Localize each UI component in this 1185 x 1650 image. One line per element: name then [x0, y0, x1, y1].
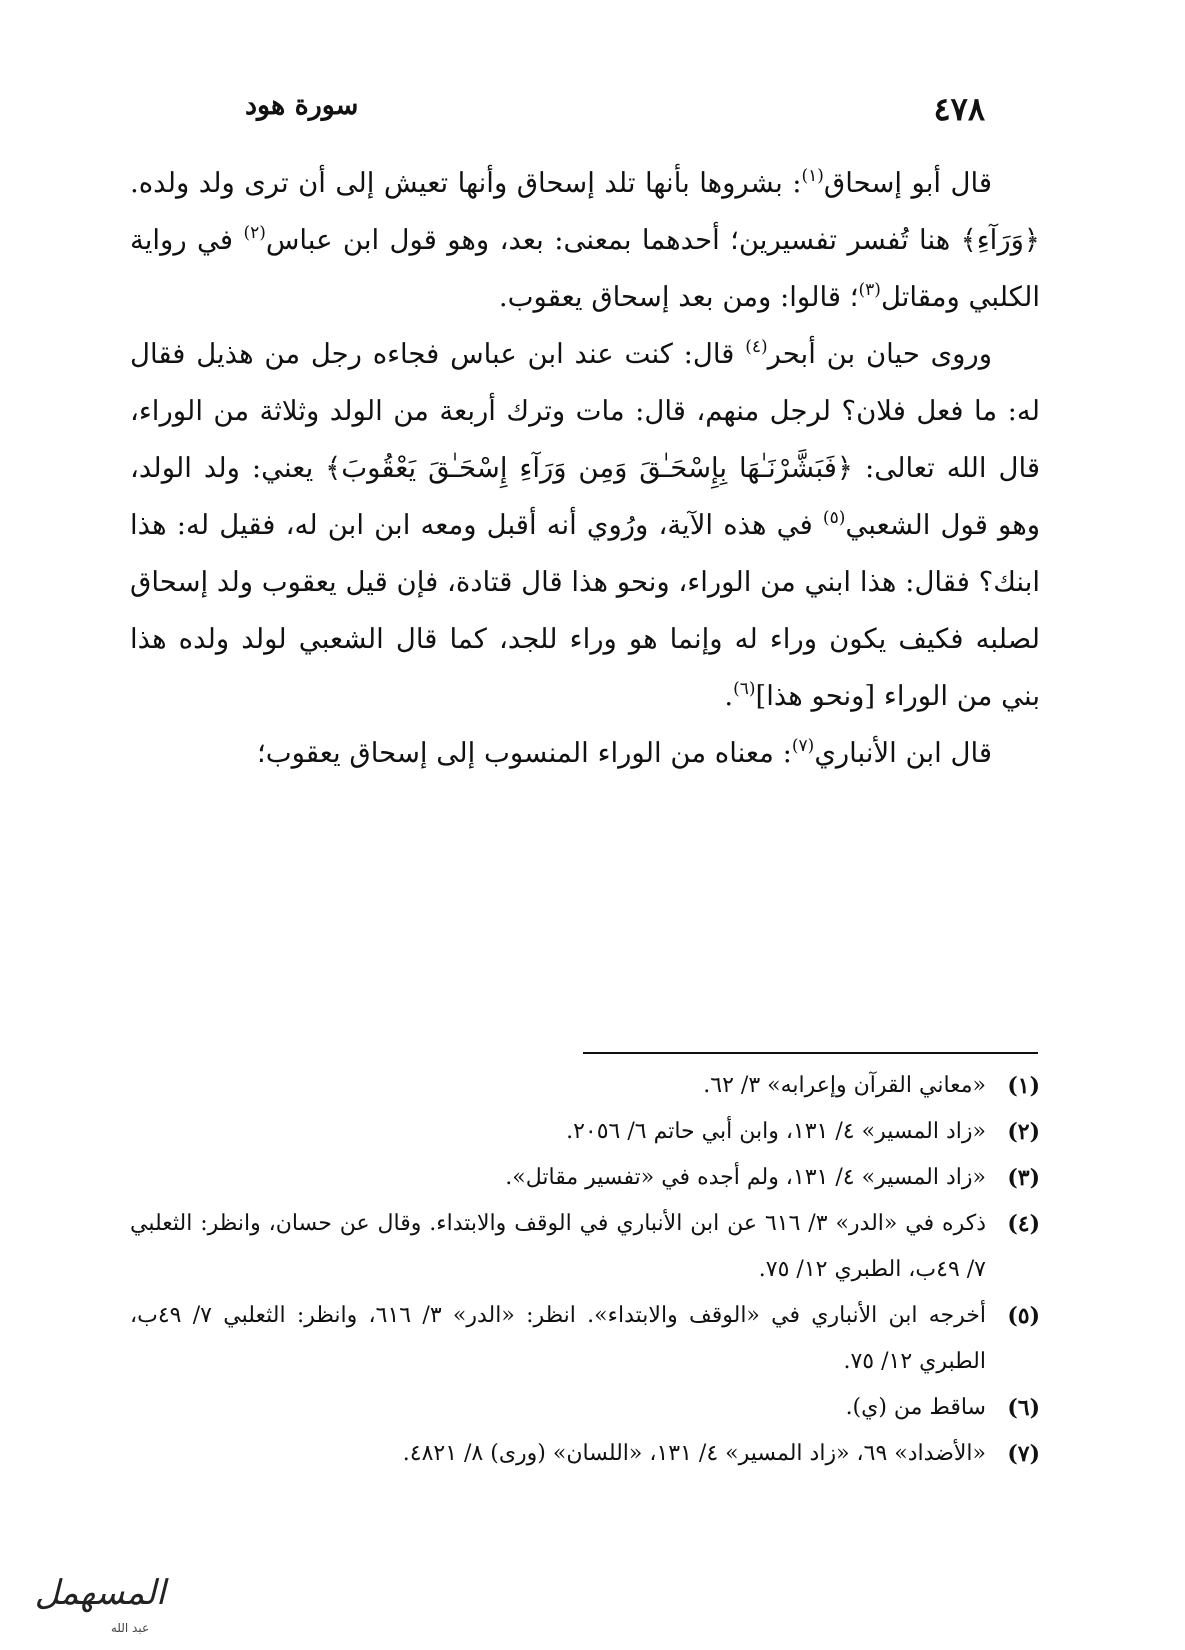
footnote-number: (١) [1007, 1073, 1040, 1099]
quran-quote: ﴿فَبَشَّرْنَـٰهَا بِإِسْحَـٰقَ وَمِن وَرَآءِ إِسْحَـٰقَ يَعْقُوبَ﴾ [325, 452, 854, 484]
footnote-item [130, 1431, 1040, 1477]
text-run: وروى حيان بن أبحر [767, 338, 992, 370]
footnote-ref-6[interactable]: (٦) [733, 679, 756, 699]
footnote-ref-3[interactable]: (٣) [858, 280, 881, 300]
page-number: ٤٧٨ [933, 90, 985, 128]
footnote-number: (٢) [1007, 1119, 1040, 1145]
text-run: قال أبو إسحاق [823, 167, 992, 199]
paragraph-2 [130, 326, 1040, 725]
footnote-ref-4[interactable]: (٤) [745, 337, 768, 357]
text-run: يعني: ولد الولد، وهو قول الشعبي [130, 452, 1041, 541]
footnote-item [130, 1385, 1040, 1431]
logo-subtext: عبد الله [110, 1621, 150, 1635]
footnote-number: (٣) [1007, 1165, 1040, 1191]
text-run: قال: كنت عند ابن عباس فجاءه رجل من هذيل فقال له: ما فعل فلان؟ لرجل منهم، قال: مات وترك أربعة من الولد وثلاثة من الوراء، قال الله تعالى: [130, 338, 1040, 484]
footnote-item [130, 1293, 1040, 1385]
text-run: في هذه الآية، ورُوي أنه أقبل ومعه ابن ابن له، فقيل له: هذا ابنك؟ فقال: هذا ابني من الوراء، ونحو هذا قال قتادة، فإن قيل يعقوب ولد إسحاق لصلبه فكيف يكون وراء له وإنما هو وراء للجد، كما قال الشعبي لولد ولده هذا بني من الوراء [ونحو هذا] [130, 509, 1040, 712]
text-run: ؛ قالوا: ومن بعد إسحاق يعقوب. [498, 281, 859, 313]
footnote-item [130, 1201, 1040, 1293]
surah-title: سورة هود [245, 90, 359, 121]
footnote-ref-5[interactable]: (٥) [822, 508, 846, 528]
quran-quote: ﴿وَرَآءِ﴾ [960, 224, 1040, 256]
footnote-separator [583, 1052, 1038, 1054]
page-header [0, 90, 1185, 140]
footnote-number: (٤) [1007, 1211, 1040, 1237]
footnote-text: «زاد المسير» ٤/ ١٣١، ولم أجده في «تفسير مقاتل». [505, 1165, 986, 1190]
text-run: في رواية الكلبي ومقاتل [130, 224, 1040, 313]
text-run: . [724, 680, 734, 712]
footnote-item [130, 1063, 1040, 1109]
footnote-ref-1[interactable]: (١) [801, 166, 824, 186]
footnote-text: «زاد المسير» ٤/ ١٣١، وابن أبي حاتم ٦/ ٢٠٥٦. [566, 1119, 986, 1144]
footnote-number: (٧) [1007, 1441, 1040, 1467]
footnote-text: أخرجه ابن الأنباري في «الوقف والابتداء». انظر: «الدر» ٣/ ٦١٦، وانظر: الثعلبي ٧/ ٤٩ب، الطبري ١٢/ ٧٥. [130, 1303, 987, 1374]
footnote-text: ساقط من (ي). [845, 1395, 986, 1420]
footnote-item [130, 1155, 1040, 1201]
text-run: : بشروها بأنها تلد إسحاق وأنها تعيش إلى أن ترى ولد ولده. [130, 167, 802, 199]
footnote-ref-7[interactable]: (٧) [791, 736, 815, 756]
text-run: هنا تُفسر تفسيرين؛ أحدهما بمعنى: بعد، وهو قول ابن عباس [265, 224, 951, 256]
footnotes [130, 1063, 1040, 1477]
footnote-text: «معاني القرآن وإعرابه» ٣/ ٦٢. [703, 1073, 986, 1098]
footnote-number: (٥) [1007, 1303, 1040, 1329]
footnote-ref-2[interactable]: (٢) [243, 223, 266, 243]
publisher-logo [10, 1552, 190, 1642]
paragraph-3 [130, 725, 1040, 782]
footnote-number: (٦) [1007, 1395, 1040, 1421]
text-run: : معناه من الوراء المنسوب إلى إسحاق يعقوب؛ [257, 737, 792, 769]
footnote-item [130, 1109, 1040, 1155]
main-text [130, 155, 1040, 782]
logo-text: المسهمل [34, 1573, 166, 1613]
footnote-text: ذكره في «الدر» ٣/ ٦١٦ عن ابن الأنباري في الوقف والابتداء. وقال عن حسان، وانظر: الثعلبي ٧/ ٤٩ب، الطبري ١٢/ ٧٥. [130, 1211, 986, 1282]
footnote-text: «الأضداد» ٦٩، «زاد المسير» ٤/ ١٣١، «اللسان» (ورى) ٨/ ٤٨٢١. [402, 1441, 986, 1466]
paragraph-1 [130, 155, 1040, 326]
text-run: قال ابن الأنباري [814, 737, 992, 769]
